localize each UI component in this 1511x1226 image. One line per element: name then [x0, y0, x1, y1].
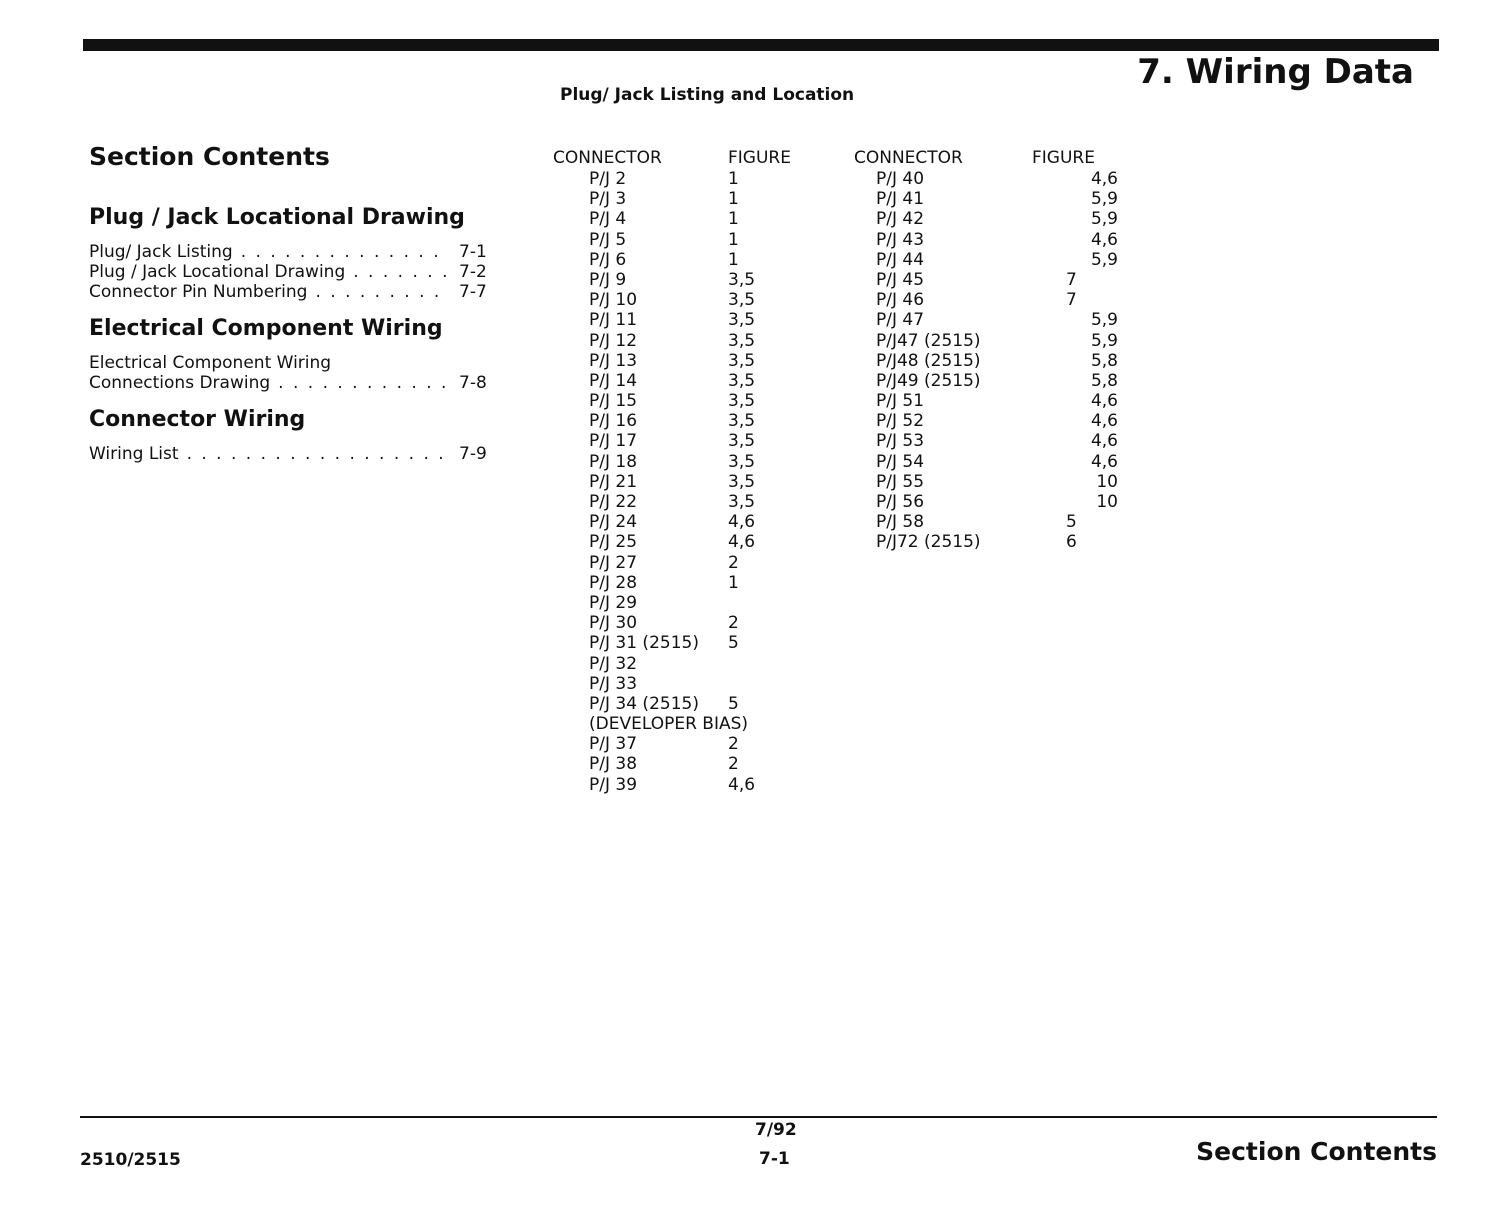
table-row — [553, 310, 849, 330]
figure-cell: 5,9 — [1090, 189, 1118, 210]
toc-entry-label: Plug / Jack Locational Drawing — [89, 262, 346, 282]
connector-cell: P/J 40 — [876, 169, 925, 189]
table-row — [553, 351, 849, 371]
figure-cell: 5,9 — [1090, 310, 1118, 331]
table-row — [854, 411, 1118, 431]
figure-cell: 4,6 — [728, 774, 756, 795]
toc-entry-label: Connections Drawing — [89, 373, 271, 393]
plug-jack-list-right — [854, 148, 1118, 553]
toc-entry-label: Wiring List — [89, 444, 179, 464]
connector-cell: P/J 25 — [589, 532, 638, 553]
connector-cell: P/J 27 — [589, 552, 638, 573]
table-row — [854, 472, 1118, 492]
figure-cell: 3,5 — [728, 350, 756, 371]
table-row — [553, 250, 849, 270]
toc-entry-page: 7-2 — [459, 262, 487, 282]
connector-cell: P/J 29 — [589, 592, 638, 613]
connector-cell: P/J 38 — [589, 754, 638, 775]
table-row — [854, 532, 1118, 552]
figure-cell: 7 — [1066, 290, 1077, 311]
connector-cell: P/J 9 — [589, 269, 627, 290]
connector-cell: P/J 17 — [589, 431, 638, 452]
connector-cell: P/J 39 — [589, 774, 638, 795]
figure-cell: 1 — [728, 209, 739, 230]
table-row — [854, 290, 1118, 310]
connector-cell: P/J 18 — [589, 451, 638, 472]
toc-group-heading: Electrical Component Wiring — [89, 316, 443, 341]
figure-cell: 2 — [728, 754, 739, 775]
toc-entry-page: 7-7 — [459, 282, 487, 302]
dot-leader — [315, 282, 449, 302]
table-row — [553, 270, 849, 290]
connector-cell: P/J 32 — [589, 653, 638, 674]
figure-cell: 4,6 — [1090, 451, 1118, 472]
connector-cell: P/J 5 — [589, 229, 627, 250]
table-row — [553, 593, 849, 613]
table-row — [854, 189, 1118, 209]
figure-cell: 5 — [728, 633, 739, 654]
figure-cell: 3,5 — [728, 370, 756, 391]
connector-cell: P/J 53 — [876, 431, 925, 452]
connector-cell: P/J 55 — [876, 471, 925, 492]
table-row — [553, 391, 849, 411]
connector-header: CONNECTOR — [854, 148, 963, 168]
table-row — [553, 189, 849, 209]
connector-cell: P/J 41 — [876, 189, 925, 210]
toc-group — [89, 407, 489, 464]
connector-cell: P/J 6 — [589, 249, 627, 270]
dot-leader — [353, 262, 449, 282]
figure-cell: 4,6 — [728, 512, 756, 533]
toc-entry[interactable] — [89, 242, 489, 262]
table-row — [854, 209, 1118, 229]
connector-cell: (DEVELOPER BIAS) — [589, 714, 749, 735]
table-row — [553, 452, 849, 472]
toc-group — [89, 316, 489, 393]
figure-cell: 7 — [1066, 269, 1077, 290]
connector-cell: P/J 13 — [589, 350, 638, 371]
connector-cell: P/J 3 — [589, 189, 627, 210]
table-row — [854, 310, 1118, 330]
toc-entry[interactable] — [89, 282, 489, 302]
connector-cell: P/J 16 — [589, 411, 638, 432]
figure-cell: 4,6 — [1090, 411, 1118, 432]
dot-leader — [241, 242, 449, 262]
connector-cell: P/J 34 (2515) — [589, 693, 699, 714]
toc-group-heading: Connector Wiring — [89, 407, 306, 432]
toc-entry-label: Electrical Component Wiring — [89, 353, 332, 373]
dot-leader — [339, 353, 449, 373]
figure-cell: 3,5 — [728, 330, 756, 351]
figure-cell: 5,8 — [1090, 350, 1118, 371]
connector-cell: P/J48 (2515) — [876, 350, 981, 371]
table-title: Plug/ Jack Listing and Location — [560, 85, 855, 105]
figure-header: FIGURE — [728, 148, 791, 168]
connector-cell: P/J 2 — [589, 169, 627, 189]
figure-cell: 3,5 — [728, 290, 756, 311]
connector-cell: P/J 12 — [589, 330, 638, 351]
figure-cell: 2 — [728, 613, 739, 634]
figure-cell — [789, 714, 849, 734]
table-row — [553, 290, 849, 310]
figure-cell: 1 — [728, 249, 739, 270]
table-row — [553, 674, 849, 694]
table-row — [854, 230, 1118, 250]
connector-header: CONNECTOR — [553, 148, 662, 168]
figure-cell: 4,6 — [1090, 229, 1118, 250]
connector-cell: P/J 31 (2515) — [589, 633, 699, 654]
connector-cell: P/J 44 — [876, 249, 925, 270]
figure-cell — [728, 674, 788, 694]
table-row — [553, 633, 849, 653]
connector-cell: P/J47 (2515) — [876, 330, 981, 351]
table-row — [553, 775, 849, 795]
figure-cell: 5 — [728, 693, 739, 714]
table-row — [854, 331, 1118, 351]
table-row — [854, 431, 1118, 451]
table-row — [553, 714, 849, 734]
connector-cell: P/J 54 — [876, 451, 925, 472]
table-header — [553, 148, 849, 169]
toc-entry[interactable] — [89, 444, 489, 464]
table-row — [553, 472, 849, 492]
toc-group-heading: Plug / Jack Locational Drawing — [89, 205, 465, 230]
section-contents — [89, 142, 489, 478]
figure-cell: 3,5 — [728, 391, 756, 412]
table-row — [553, 431, 849, 451]
figure-cell: 3,5 — [728, 492, 756, 512]
figure-cell: 1 — [728, 169, 739, 189]
figure-cell: 3,5 — [728, 431, 756, 452]
figure-cell: 5,8 — [1090, 370, 1118, 391]
toc-title: Section Contents — [89, 142, 330, 171]
toc-entry-page: 7-1 — [459, 242, 487, 262]
table-row — [553, 694, 849, 714]
table-row — [854, 512, 1118, 532]
toc-entry-label: Connector Pin Numbering — [89, 282, 308, 302]
connector-cell: P/J 52 — [876, 411, 925, 432]
table-row — [553, 553, 849, 573]
figure-cell: 3,5 — [728, 269, 756, 290]
table-row — [854, 250, 1118, 270]
connector-cell: P/J 4 — [589, 209, 627, 230]
figure-header: FIGURE — [1032, 148, 1095, 168]
table-row — [553, 230, 849, 250]
figure-cell: 5,9 — [1090, 249, 1118, 270]
connector-cell: P/J 33 — [589, 673, 638, 694]
footer-model: 2510/2515 — [80, 1150, 181, 1170]
table-row — [553, 734, 849, 754]
figure-cell: 3,5 — [728, 471, 756, 492]
footer-section-title: Section Contents — [1196, 1137, 1437, 1166]
connector-cell: P/J72 (2515) — [876, 532, 981, 553]
plug-jack-list-left — [553, 148, 849, 795]
toc-entry-label: Plug/ Jack Listing — [89, 242, 233, 262]
figure-cell: 5,9 — [1090, 209, 1118, 230]
connector-cell: P/J 47 — [876, 310, 925, 331]
connector-cell: P/J49 (2515) — [876, 370, 981, 391]
dot-leader — [278, 373, 449, 393]
figure-cell: 3,5 — [728, 451, 756, 472]
connector-cell: P/J 11 — [589, 310, 638, 331]
toc-group — [89, 205, 489, 302]
table-row — [553, 532, 849, 552]
figure-cell: 4,6 — [1090, 169, 1118, 189]
figure-cell: 4,6 — [1090, 431, 1118, 452]
bottom-rule — [80, 1116, 1437, 1118]
chapter-title: 7. Wiring Data — [1137, 52, 1414, 92]
figure-cell: 2 — [728, 734, 739, 755]
connector-cell: P/J 45 — [876, 269, 925, 290]
connector-cell: P/J 21 — [589, 471, 638, 492]
connector-cell: P/J 56 — [876, 492, 925, 512]
toc-entry[interactable] — [89, 373, 489, 393]
connector-cell: P/J 51 — [876, 391, 925, 412]
table-row — [854, 169, 1118, 189]
table-row — [854, 391, 1118, 411]
table-row — [553, 492, 849, 512]
figure-cell: 1 — [728, 572, 739, 593]
table-row — [854, 351, 1118, 371]
figure-cell: 5 — [1066, 512, 1077, 533]
connector-cell: P/J 37 — [589, 734, 638, 755]
table-row — [854, 371, 1118, 391]
connector-cell: P/J 10 — [589, 290, 638, 311]
table-row — [553, 411, 849, 431]
connector-cell: P/J 22 — [589, 492, 638, 512]
connector-cell: P/J 28 — [589, 572, 638, 593]
toc-entry-page — [459, 353, 489, 373]
connector-cell: P/J 46 — [876, 290, 925, 311]
toc-entry-page: 7-8 — [459, 373, 487, 393]
table-row — [553, 331, 849, 351]
connector-cell: P/J 30 — [589, 613, 638, 634]
figure-cell — [728, 654, 788, 674]
table-row — [854, 452, 1118, 472]
table-row — [553, 754, 849, 774]
table-row — [553, 209, 849, 229]
figure-cell: 3,5 — [728, 411, 756, 432]
toc-entry[interactable] — [89, 262, 489, 282]
figure-cell: 6 — [1066, 532, 1077, 553]
figure-cell: 1 — [728, 189, 739, 210]
figure-cell: 5,9 — [1090, 330, 1118, 351]
table-row — [553, 573, 849, 593]
figure-cell: 4,6 — [728, 532, 756, 553]
table-row — [854, 270, 1118, 290]
table-header — [854, 148, 1118, 169]
connector-cell: P/J 58 — [876, 512, 925, 533]
table-row — [854, 492, 1118, 512]
table-row — [553, 512, 849, 532]
toc-groups — [89, 205, 489, 464]
connector-cell: P/J 15 — [589, 391, 638, 412]
figure-cell — [728, 593, 788, 613]
top-rule — [83, 39, 1439, 51]
toc-entry[interactable] — [89, 353, 489, 373]
table-row — [553, 613, 849, 633]
figure-cell: 2 — [728, 552, 739, 573]
figure-cell: 10 — [1096, 471, 1118, 492]
connector-cell: P/J 43 — [876, 229, 925, 250]
figure-cell: 3,5 — [728, 310, 756, 331]
toc-entry-page: 7-9 — [459, 444, 487, 464]
figure-cell: 10 — [1096, 492, 1118, 512]
footer-page-number: 7-1 — [759, 1149, 790, 1169]
dot-leader — [187, 444, 449, 464]
connector-cell: P/J 14 — [589, 370, 638, 391]
footer-date: 7/92 — [755, 1120, 797, 1140]
connector-cell: P/J 24 — [589, 512, 638, 533]
table-row — [553, 654, 849, 674]
figure-cell: 4,6 — [1090, 391, 1118, 412]
figure-cell: 1 — [728, 229, 739, 250]
table-row — [553, 169, 849, 189]
connector-cell: P/J 42 — [876, 209, 925, 230]
table-row — [553, 371, 849, 391]
